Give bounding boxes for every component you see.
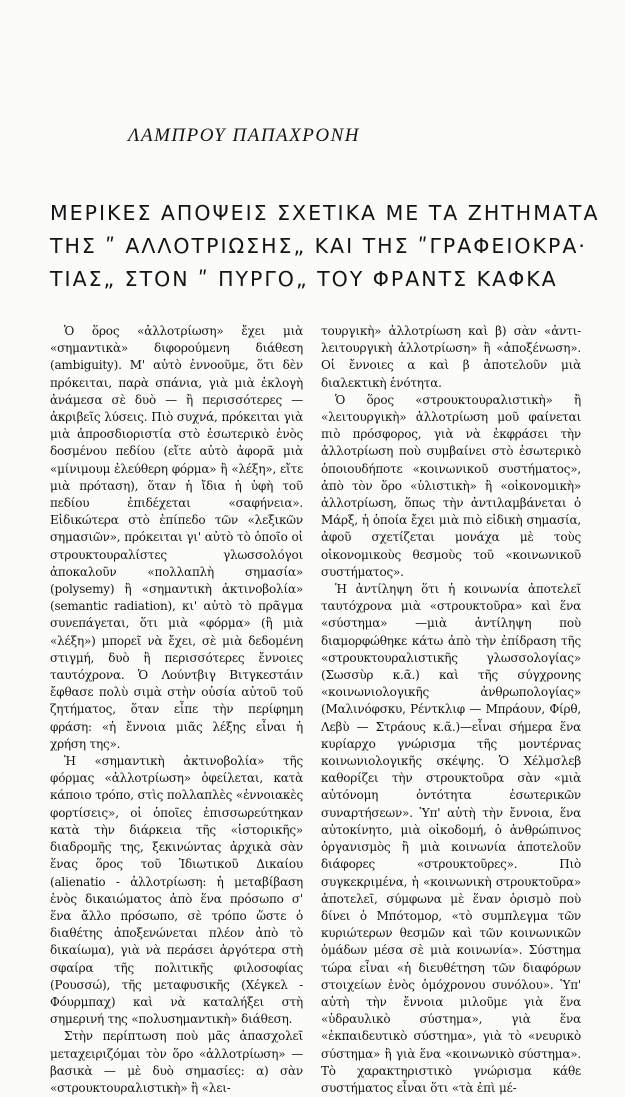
title-line: ΜΕΡΙΚΕΣ ΑΠΟΨΕΙΣ ΣΧΕΤΙΚΑ ΜΕ ΤΑ ΖΗΤΗΜΑΤΑ — [50, 201, 600, 225]
left-column — [50, 323, 303, 1097]
title-line: ΤΙΑΣ„ ΣΤΟΝ ʺ ΠΥΡΓΟ„ ΤΟΥ ΦΡΑΝΤΣ ΚΑΦΚΑ — [50, 267, 558, 291]
paragraph: Ἡ «σημαντικὴ ἀκτινοβολία» τῆς φόρμας «ἀλλοτρίωση» ὀφείλεται, κατὰ κάποιο τρόπο, στὶς πολλαπλὲς «ἐννοιακὲς φορτίσεις», οἱ ὁποῖες ἐπισσωρεύτηκαν κατὰ τὴν διάρκεια τῆς «ἱστορικῆς» διαδρομῆς της, ξεκινώντας ἀρχικὰ σὰν ἕνας ὅρος τοῦ Ἰδιωτικοῦ Δικαίου (alienatio - ἀλλοτρίωση: ἡ μεταβίβαση ἑνὸς δικαιώματος ἀπὸ ἕνα πρόσωπο σ' ἕνα ἄλλο πρόσωπο, σὲ τρόπο ὥστε ὁ διαθέτης ἀποξενώνεται πλέον ἀπὸ τὸ δικαίωμα), γιὰ νὰ περάσει ἀργότερα στὴ σφαίρα τῆς πολιτικῆς φιλοσοφίας (Ρουσσώ), τῆς μεταφυσικῆς (Χέγκελ - Φόυρμπαχ) καὶ νὰ καταλήξει στὴ σημερινή της «πολυσημαντικὴ» διάθεση. — [50, 754, 303, 1027]
paragraph-continued: τουργικὴ» ἀλλοτρίωση καὶ β) σὰν «ἀντι-λειτουργικὴ ἀλλοτρίωση» ἢ «ἀποξένωση». Οἱ ἔννοιες α καὶ β ἀποτελοῦν μιὰ διαλεκτικὴ ἑνότητα. — [321, 324, 581, 390]
paragraph: Ἡ ἀντίληψη ὅτι ἡ κοινωνία ἀποτελεῖ ταυτόχρονα μιὰ «στρουκτοῦρα» καὶ ἕνα «σύστημα» —μιὰ ἀντίληψη ποὺ διαμορφώθηκε κάτω ἀπὸ τὴν ἐπίδραση τῆς «στρουκτουραλιστικῆς γλωσσολογίας» (Σωσσὺρ κ.ᾶ.) καὶ τῆς σύγχρονης «κοινωνιολογικῆς ἀνθρωπολογίας» (Μαλινόφσκυ, Ρέντκλιφ — Μπράουν, Φίρθ, Λεβὺ — Στράους κ.ᾶ.)—εἶναι σήμερα ἕνα κυρίαρχο γνώρισμα τῆς μοντέρνας κοινωνιολογικῆς σκέψης. Ὁ Χέλμσλεβ καθορίζει τὴν στρουκτοῦρα σὰν «μιὰ αὐτόνομη ὀντότητα ἐσωτερικῶν συναρτήσεων». Ὑπ' αὐτὴ τὴν ἔννοια, ἕνα αὐτοκίνητο, μιὰ οἰκοδομή, ὁ ἀνθρώπινος ὀργανισμὸς ἢ μιὰ κοινωνία ἀποτελοῦν διάφορες «στρουκτοῦρες». Πιὸ συγκεκριμένα, ἡ «κοινωνικὴ στρουκτοῦρα» ἀποτελεῖ, σύμφωνα μὲ ἕναν ὁρισμὸ ποὺ δίνει ὁ Μπότομορ, «τὸ συμπλεγμα τῶν κυριώτερων θεσμῶν καὶ τῶν κοινωνικῶν ὁμάδων μέσα σὲ μιὰ κοινωνία». Σύστημα τώρα εἶναι «ἡ διευθέτηση τῶν διαφόρων στοιχείων ἑνὸς ὁμόχρονου συνόλου». Ὑπ' αὐτὴ τὴν ἔννοια μιλοῦμε γιὰ ἕνα «ὑδραυλικὸ σύστημα», γιὰ ἕνα «ἐκπαιδευτικὸ σύστημα», γιὰ τὸ «νευρικὸ σύστημα» ἢ γιὰ ἕνα «κοινωνικὸ σύστημα». Τὸ χαρακτηριστικὸ γνώρισμα κάθε συστήματος εἶναι ὅτι «τὰ ἐπὶ μέ- — [321, 582, 581, 1095]
paragraph: Ὁ ὅρος «ἀλλοτρίωση» ἔχει μιὰ «σημαντικὰ» διφορούμενη διάθεση (ambiguity). Μ' αὐτὸ ἐννοοῦμε, ὅτι δὲν πρόκειται, παρὰ σπάνια, γιὰ μιὰ ἐκλογὴ ἀνάμεσα σὲ δυὸ — ἢ περισσότερες — ἀκριβεῖς λύσεις. Πιὸ συχνά, πρόκειται γιὰ μιὰ ἀπροσδιοριστία στὸ ἐσωτερικὸ ἑνὸς δοσμένου πεδίου (εἴτε αὐτὸ ἀφορᾶ μιὰ «μίνιμουμ ἐλεύθερη φόρμα» ἢ «λέξη», εἴτε μιὰ πρόταση), ὅταν ἡ ἴδια ἡ ὑφὴ τοῦ πεδίου ἐπιδέχεται «σαφήνεια». Εἰδικώτερα στὸ ἐπίπεδο τῶν «λεξικῶν σημασιῶν», πρόκειται γι' αὐτὸ τὸ ὁποῖο οἱ στρουκτουραλίστες γλωσσολόγοι ἀποκαλοῦν «πολλαπλὴ σημασία» (polysemy) ἢ «σημαντικὴ ἀκτινοβολία» (semantic radiation), κι' αὐτὸ τὸ πρᾶγμα συνεπάγεται, ὅτι μιὰ «φόρμα» (ἢ μιὰ «λέξη») μπορεῖ νὰ ἔχει, σὲ μιὰ δεδομένη στιγμή, δυὸ ἢ περισσότερες ἔννοιες ταυτόχρονα. Ὁ Λούντβιγ Βιτγκεστάιν ἔφθασε πολὺ σιμὰ στὴν οὐσία αὐτοῦ τοῦ ζητήματος, ὅταν εἶπε τὴν περίφημη φράση: «ἡ ἔννοια μιᾶς λέξης εἶναι ἡ χρήση της». — [50, 324, 303, 751]
paragraph: Στὴν περίπτωση ποὺ μᾶς ἀπασχολεῖ μεταχειριζόμαι τὸν ὅρο «ἀλλοτρίωση» — βασικὰ — μὲ δυὸ σημασίες: α) σὰν «στρουκτουραλιστικὴ» ἢ «λει- — [50, 1029, 303, 1095]
title-line: ΤΗΣ ʺ ΑΛΛΟΤΡΙΩΣΗΣ„ ΚΑΙ ΤΗΣ ʺΓΡΑΦΕΙΟΚΡΑ· — [50, 234, 587, 258]
article-title — [50, 197, 600, 296]
right-column — [321, 323, 581, 1097]
author-name: ΛΑΜΠΡΟΥ ΠΑΠΑΧΡΟΝΗ — [128, 125, 360, 146]
paragraph: Ὁ ὅρος «στρουκτουραλιστικὴ» ἢ «λειτουργικὴ» ἀλλοτρίωση μοῦ φαίνεται πιὸ πρόσφορος, γιὰ νὰ ἐκφράσει τὴν ἀλλοτρίωση ποὺ συμβαίνει στὸ ἐσωτερικὸ ὁποιουδήποτε «κοινωνικοῦ συστήματος», ἀπὸ τὸν ὅρο «ὑλιστικὴ» ἢ «οἰκονομικὴ» ἀλλοτρίωση, ὅπως τὴν ἀντιλαμβάνεται ὁ Μάρξ, ἡ ὁποία ἔχει μιὰ πιὸ εἰδικὴ σημασία, ἀφοῦ σχετίζεται μονάχα μὲ τοὺς οἰκονομικοὺς θεσμοὺς τοῦ «κοινωνικοῦ συστήματος». — [321, 392, 581, 579]
